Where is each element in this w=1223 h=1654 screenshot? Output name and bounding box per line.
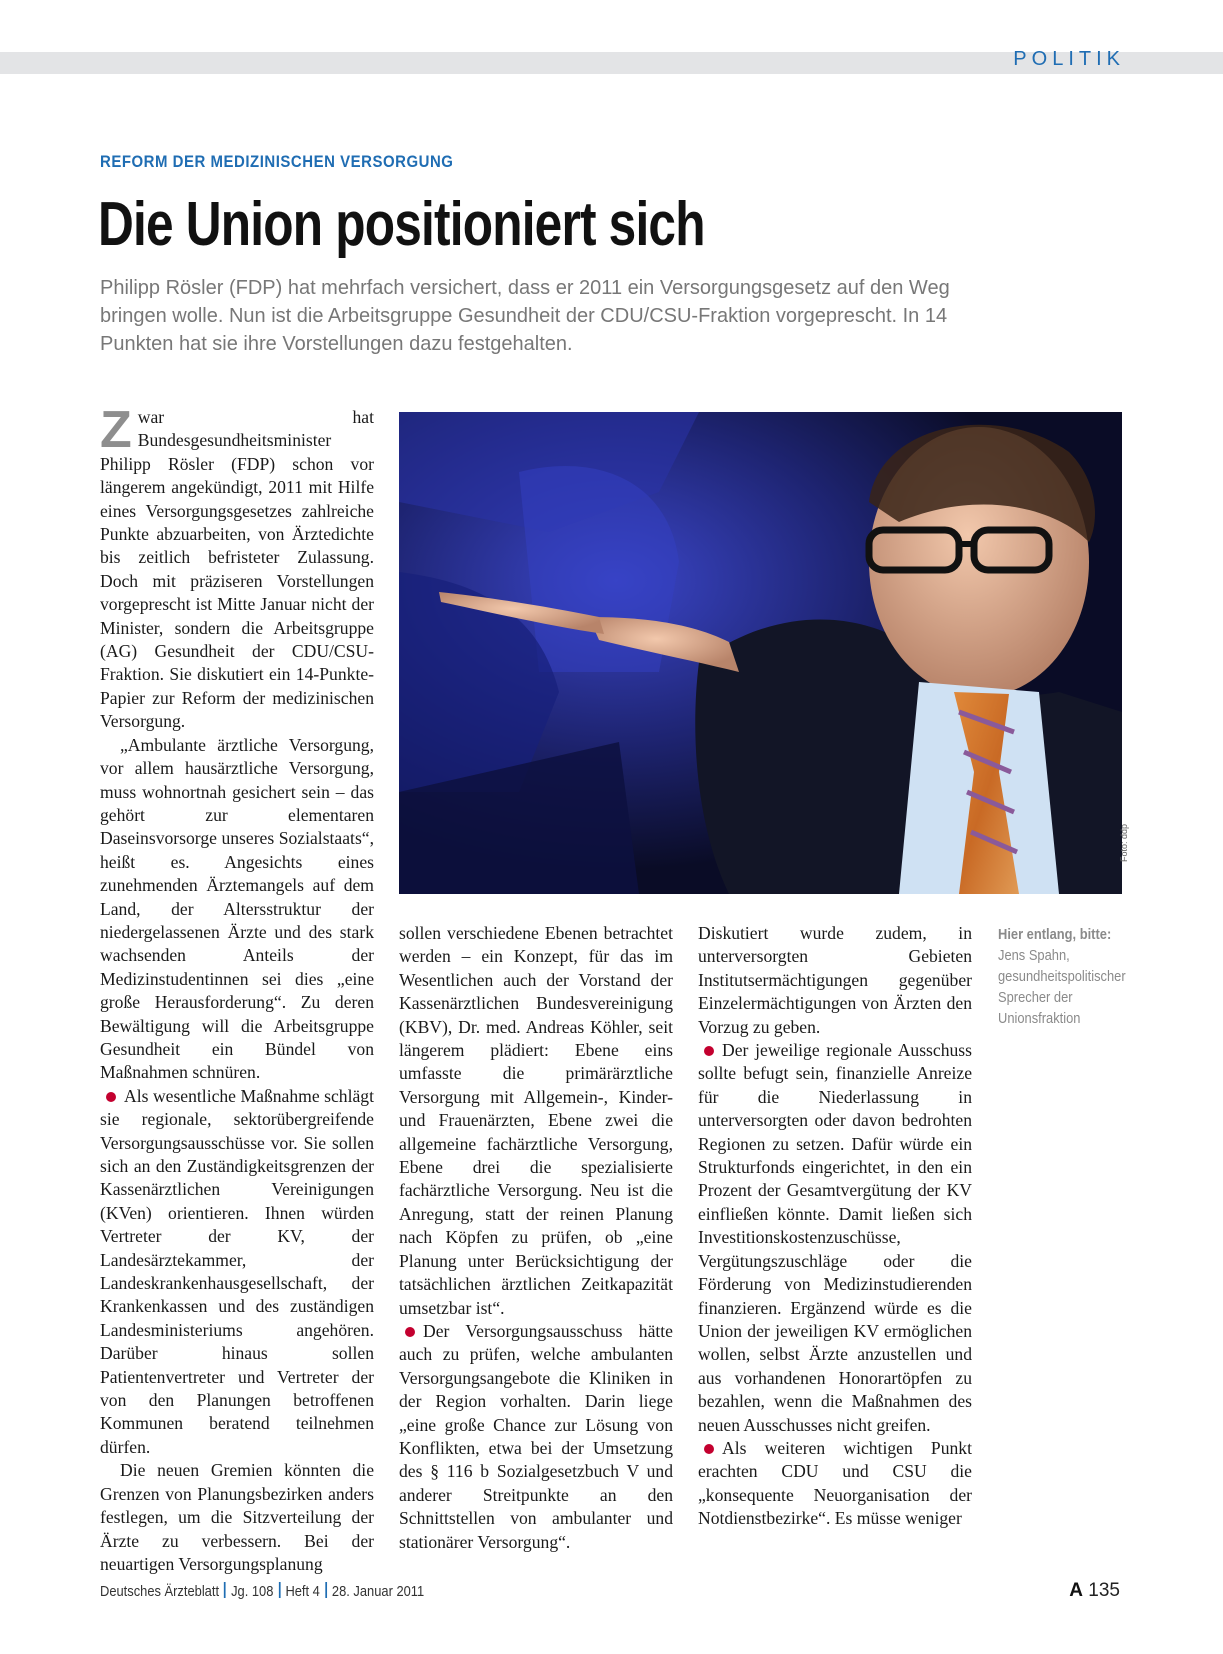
paragraph: Als wesentliche Maßnahme schlägt sie regionale, sektorübergreifende Versorgungsausschüsse vor. Sie sollen sich an den Zuständigkeitsgrenzen der Kassenärztlichen Vereinigungen (KVen) orientieren. Ihnen würden Vertreter der KV, der Landesärztekammer, der Landeskrankenhausgesellschaft, der Krankenkassen und des zuständigen Landesministeriums angehören. Darüber hinaus sollen Patientenvertreter und Vertreter der von den Planungen betroffenen Kommunen beratend teilnehmen dürfen.: [100, 1085, 374, 1457]
page-number: A 135: [1069, 1580, 1120, 1601]
caption-text: Jens Spahn, gesundheitspolitischer Sprecher der Unionsfraktion: [998, 947, 1126, 1027]
bullet-icon: [405, 1327, 415, 1337]
drop-cap: Z: [100, 401, 132, 459]
journal-issue: Heft 4: [285, 1583, 320, 1600]
text-column-3: [698, 922, 972, 1531]
article-headline: Die Union positioniert sich: [98, 190, 705, 259]
journal-volume: Jg. 108: [231, 1583, 274, 1600]
paragraph: Zwar hat Bundesgesundheitsminister Philipp Rösler (FDP) schon vor längerem angekündigt, 2011 mit Hilfe eines Versorgungsgesetzes zahlreiche Punkte abzuarbeiten, von Ärztedichte bis zeitlich befristeter Zulassung. Doch mit präziseren Vorstellungen vorgeprescht ist Mitte Januar nicht der Minister, sondern die Arbeitsgruppe (AG) Gesundheit der CDU/CSU-Fraktion. Sie diskutiert ein 14-Punkte-Papier zur Reform der medizinischen Versorgung.: [100, 401, 374, 732]
paragraph: Der jeweilige regionale Ausschuss sollte befugt sein, finanzielle Anreize für die Niederlassung in unterversorgten oder davon bedrohten Regionen zu setzen. Dafür würde ein Strukturfonds eingerichtet, in den ein Prozent der Gesamtvergütung der KV einfließen könnte. Damit ließen sich Investitionskostenzuschüsse, Vergütungszuschläge oder die Förderung von Medizinstudierenden finanzieren. Ergänzend würde es die Union der jeweiligen KV ermöglichen wollen, selbst Ärzte anzustellen und aus vorhandenen Honorartöpfen zu bezahlen, wenn die Maßnahmen des neuen Ausschusses nicht greifen.: [698, 1040, 972, 1435]
article-lead: Philipp Rösler (FDP) hat mehrfach versichert, dass er 2011 ein Versorgungsgesetz auf den Weg bringen wolle. Nun ist die Arbeitsgruppe Gesundheit der CDU/CSU-Fraktion vorgeprescht. In 14 Punkten hat sie ihre Vorstellungen dazu festgehalten.: [100, 277, 950, 355]
footer-divider: [325, 1582, 327, 1598]
paragraph: Diskutiert wurde zudem, in unterversorgten Gebieten Institutsermächtigungen gegenüber Einzelermächtigungen von Ärzten den Vorzug zu geben.: [698, 923, 972, 1037]
page-prefix: A: [1069, 1580, 1084, 1601]
bullet-icon: [106, 1092, 116, 1102]
section-label: POLITIK: [1013, 48, 1125, 70]
photo-credit: Foto: ddp: [1119, 823, 1129, 862]
paragraph: Die neuen Gremien könnten die Grenzen von Planungsbezirken anders festlegen, um die Sitzverteilung der Ärzte zu verbessern. Bei der neuartigen Versorgungsplanung: [100, 1460, 374, 1574]
paragraph: „Ambulante ärztliche Versorgung, vor allem hausärztliche Versorgung, muss wohnortnah gesichert sein – das gehört zur elementaren Daseinsvorsorge unseres Sozialstaats“, heißt es. Angesichts eines zunehmenden Ärztemangels auf dem Land, der Altersstruktur der niedergelassenen Ärzte und des stark wachsenden Anteils der Medizinstudentinnen sei dies „eine große Herausforderung“. Zu deren Bewältigung will die Arbeitsgruppe Gesundheit ein Bündel von Maßnahmen schnüren.: [100, 734, 374, 1083]
journal-date: 28. Januar 2011: [331, 1583, 425, 1600]
bullet-icon: [704, 1444, 714, 1454]
paragraph: Der Versorgungsausschuss hätte auch zu prüfen, welche ambulanten Versorgungsangebote die Kliniken in der Region vorhalten. Darin liege „eine große Chance zur Lösung von Konflikten, etwa bei der Umsetzung des § 116 b Sozialgesetzbuch V und anderer Streitpunkte an den Schnittstellen von ambulanter und stationärer Versorgung“.: [399, 1320, 673, 1552]
bullet-icon: [704, 1046, 714, 1056]
page-footer: [100, 1582, 424, 1600]
photo-image: [399, 412, 1122, 894]
text-column-1: [100, 401, 374, 1576]
article-photo: [399, 412, 1122, 894]
article-kicker: REFORM DER MEDIZINISCHEN VERSORGUNG: [100, 152, 454, 171]
text-column-2: [399, 922, 673, 1554]
paragraph: Als weiteren wichtigen Punkt erachten CDU und CSU die „konsequente Neuorganisation der Notdienstbezirke“. Es müsse weniger: [698, 1437, 972, 1529]
footer-divider: [224, 1582, 226, 1598]
journal-name: Deutsches Ärzteblatt: [100, 1583, 220, 1600]
footer-divider: [279, 1582, 281, 1598]
paragraph: sollen verschiedene Ebenen betrachtet werden – ein Konzept, für das im Wesentlichen auch der Vorstand der Kassenärztlichen Bundesvereinigung (KBV), Dr. med. Andreas Köhler, seit längerem plädiert: Ebene eins umfasste die primärärztliche Versorgung mit Allgemein-, Kinder- und Frauenärzten, Ebene zwei die allgemeine fachärztliche Versorgung, Ebene drei die spezialisierte fachärztliche Versorgung. Neu ist die Anregung, statt der reinen Planung nach Köpfen zu prüfen, ob „eine Planung unter Berücksichtigung der tatsächlichen ärztlichen Zeitkapazität umsetzbar ist“.: [399, 923, 673, 1318]
caption-lead: Hier entlang, bitte:: [998, 926, 1112, 943]
photo-caption: [998, 924, 1126, 1029]
